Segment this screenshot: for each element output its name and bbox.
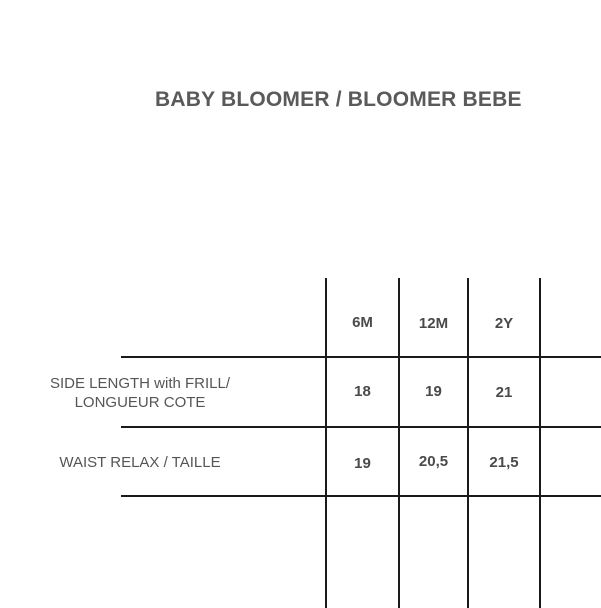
row-label bbox=[20, 374, 260, 412]
page-title: BABY BLOOMER / BLOOMER BEBE bbox=[155, 88, 522, 111]
table-cell: 21 bbox=[495, 384, 513, 401]
row-label-line: SIDE LENGTH with FRILL/ bbox=[49, 375, 231, 392]
header-6m: 6M bbox=[352, 314, 373, 331]
grid-line-horizontal bbox=[121, 426, 601, 428]
table-cell: 20,5 bbox=[418, 453, 449, 470]
row-label bbox=[20, 453, 260, 472]
grid-line-horizontal bbox=[121, 356, 601, 358]
row-label-line: WAIST RELAX / TAILLE bbox=[59, 454, 221, 471]
grid-line-horizontal bbox=[121, 495, 601, 497]
table-cell: 21,5 bbox=[489, 454, 519, 471]
header-2y: 2Y bbox=[494, 315, 514, 332]
table-cell: 19 bbox=[354, 455, 371, 472]
table-cell: 19 bbox=[425, 383, 442, 400]
row-label-line: LONGUEUR COTE bbox=[74, 394, 206, 411]
header-12m: 12M bbox=[418, 315, 449, 332]
grid-line-vertical bbox=[539, 278, 541, 608]
table-cell: 18 bbox=[354, 383, 371, 400]
